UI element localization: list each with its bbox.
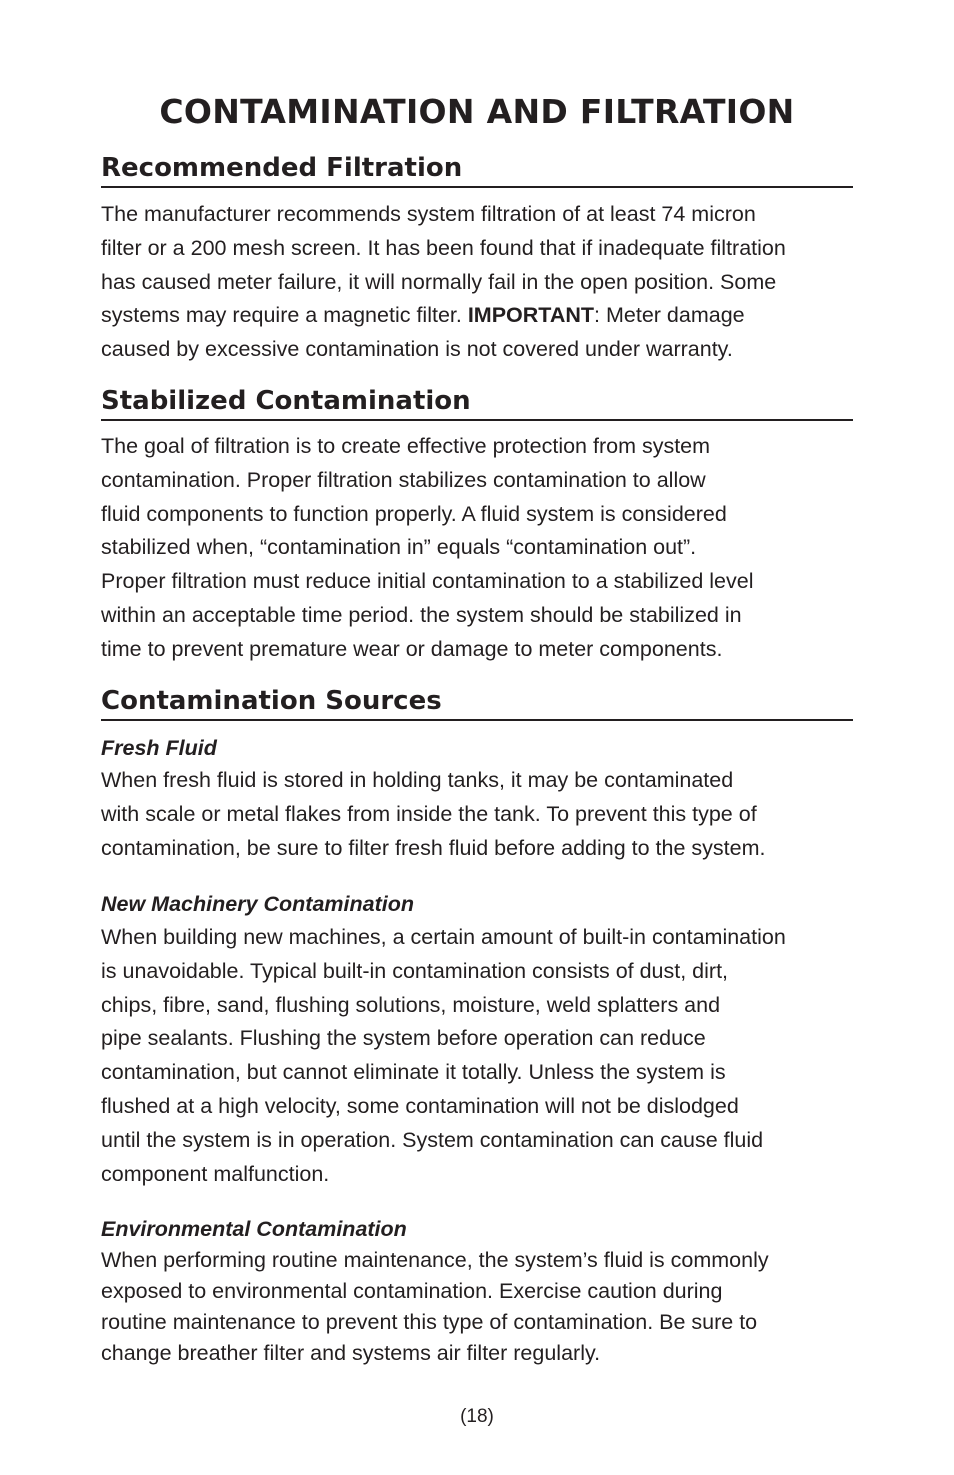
section-heading-stabilized-contamination: Stabilized Contamination	[101, 385, 853, 421]
page-number: (18)	[460, 1406, 494, 1427]
text-run: systems may require a magnetic filter.	[101, 303, 468, 328]
text-line: time to prevent premature wear or damage to meter components.	[101, 636, 723, 661]
text-line: stabilized when, “contamination in” equals “contamination out”.	[101, 535, 697, 560]
text-line: Proper filtration must reduce initial contamination to a stabilized level	[101, 569, 754, 594]
text-line: fluid components to function properly. A fluid system is considered	[101, 501, 727, 526]
subheading-fresh-fluid: Fresh Fluid	[101, 736, 217, 760]
section-heading-contamination-sources: Contamination Sources	[101, 685, 853, 721]
text-line: has caused meter failure, it will normally fail in the open position. Some	[101, 269, 777, 294]
paragraph-fresh-fluid	[101, 764, 853, 865]
text-line: with scale or metal flakes from inside the tank. To prevent this type of	[101, 801, 757, 826]
paragraph-environmental	[101, 1245, 853, 1369]
text-line: The manufacturer recommends system filtration of at least 74 micron	[101, 202, 756, 226]
text-run: : Meter damage	[594, 303, 745, 328]
subheading-environmental: Environmental Contamination	[101, 1217, 407, 1241]
text-line: within an acceptable time period. the system should be stabilized in	[101, 602, 742, 627]
text-line: pipe sealants. Flushing the system before operation can reduce	[101, 1026, 706, 1051]
text-line: contamination. Proper filtration stabilizes contamination to allow	[101, 467, 706, 492]
text-line: contamination, be sure to filter fresh fluid before adding to the system.	[101, 835, 766, 860]
subheading-new-machinery: New Machinery Contamination	[101, 892, 414, 916]
text-line: When fresh fluid is stored in holding tanks, it may be contaminated	[101, 768, 734, 792]
text-line: change breather filter and systems air filter regularly.	[101, 1341, 601, 1365]
text-line: component malfunction.	[101, 1161, 330, 1186]
page-title: CONTAMINATION AND FILTRATION	[159, 92, 795, 131]
section-heading-recommended-filtration: Recommended Filtration	[101, 152, 853, 188]
paragraph-stabilized-contamination	[101, 430, 853, 667]
text-line: caused by excessive contamination is not covered under warranty.	[101, 337, 733, 362]
text-line: filter or a 200 mesh screen. It has been found that if inadequate filtration	[101, 235, 786, 260]
text-line	[101, 299, 853, 333]
text-line: chips, fibre, sand, flushing solutions, moisture, weld splatters and	[101, 992, 721, 1017]
text-line: When building new machines, a certain amount of built-in contamination	[101, 925, 786, 949]
paragraph-new-machinery	[101, 921, 853, 1191]
text-line: exposed to environmental contamination. Exercise caution during	[101, 1279, 723, 1303]
text-line: contamination, but cannot eliminate it totally. Unless the system is	[101, 1060, 726, 1085]
text-line: flushed at a high velocity, some contamination will not be dislodged	[101, 1093, 739, 1118]
text-line: until the system is in operation. System contamination can cause fluid	[101, 1127, 764, 1152]
important-label: IMPORTANT	[467, 303, 595, 328]
text-line: When performing routine maintenance, the system’s fluid is commonly	[101, 1248, 769, 1272]
text-line: is unavoidable. Typical built-in contamination consists of dust, dirt,	[101, 958, 729, 983]
text-line: routine maintenance to prevent this type of contamination. Be sure to	[101, 1310, 758, 1334]
paragraph-recommended-filtration	[101, 198, 853, 367]
text-line: The goal of filtration is to create effective protection from system	[101, 434, 711, 458]
